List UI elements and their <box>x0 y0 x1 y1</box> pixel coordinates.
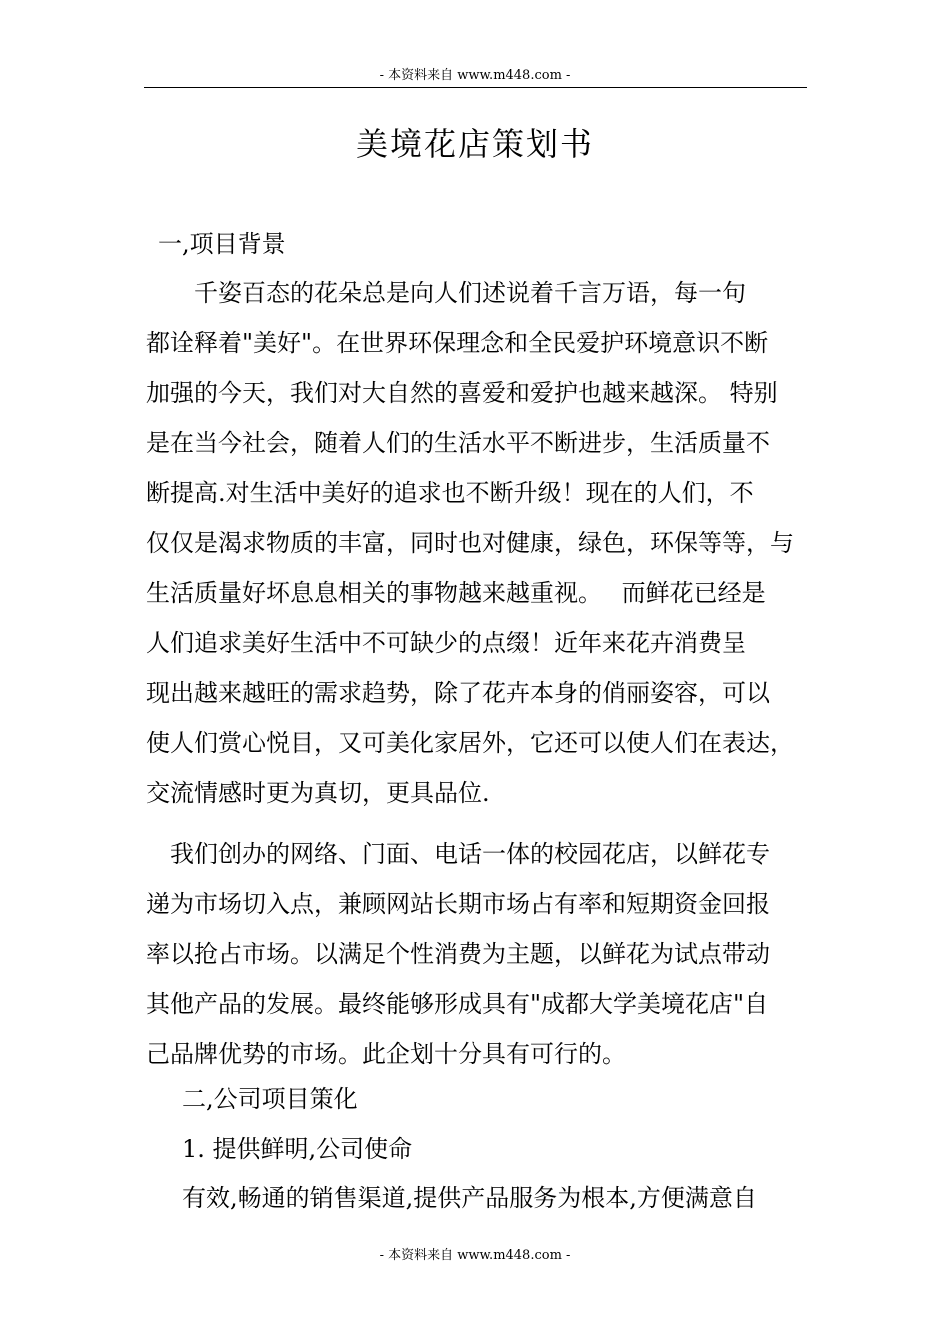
text-line: 现出越来越旺的需求趋势，除了花卉本身的俏丽姿容，可以 <box>146 679 770 707</box>
text-line: 其他产品的发展。最终能够形成具有"成都大学美境花店"自 <box>146 990 769 1018</box>
paragraph-mission-line: 有效,畅通的销售渠道,提供产品服务为根本,方便满意自 <box>182 1184 757 1212</box>
header-divider <box>144 87 807 88</box>
text-line: 交流情感时更为真切，更具品位. <box>146 779 490 807</box>
text-line: 使人们赏心悦目，又可美化家居外，它还可以使人们在表达， <box>146 729 794 757</box>
text-line: 递为市场切入点，兼顾网站长期市场占有率和短期资金回报 <box>146 890 770 918</box>
subheading-company-mission: 1. 提供鲜明,公司使命 <box>182 1135 413 1163</box>
text-line: 是在当今社会，随着人们的生活水平不断进步，生活质量不 <box>146 429 770 457</box>
text-line: 都诠释着"美好"。在世界环保理念和全民爱护环境意识不断 <box>146 329 769 357</box>
text-line: 己品牌优势的市场。此企划十分具有可行的。 <box>146 1040 626 1068</box>
page-header-text: - 本资料来自 www.m448.com - <box>379 68 571 83</box>
paragraph-campus-flower-shop <box>146 829 810 1079</box>
text-line: 加强的今天，我们对大自然的喜爱和爱护也越来越深。 特别 <box>146 379 778 407</box>
text-line: 人们追求美好生活中不可缺少的点缀！近年来花卉消费呈 <box>146 629 746 657</box>
text-line: 率以抢占市场。以满足个性消费为主题，以鲜花为试点带动 <box>146 940 770 968</box>
section-heading-background: 一,项目背景 <box>158 230 286 258</box>
text-line: 生活质量好坏息息相关的事物越来越重视。 而鲜花已经是 <box>146 579 766 607</box>
section-heading-company-plan: 二,公司项目策化 <box>182 1085 358 1113</box>
text-line: 我们创办的网络、门面、电话一体的校园花店，以鲜花专 <box>146 840 770 868</box>
text-line: 千姿百态的花朵总是向人们述说着千言万语，每一句 <box>146 279 746 307</box>
text-line: 仅仅是渴求物质的丰富，同时也对健康，绿色，环保等等，与 <box>146 529 794 557</box>
page-footer-text: - 本资料来自 www.m448.com - <box>379 1248 571 1263</box>
document-title: 美境花店策划书 <box>355 125 594 163</box>
text-line: 断提高.对生活中美好的追求也不断升级！现在的人们，不 <box>146 479 754 507</box>
paragraph-background <box>146 268 810 818</box>
